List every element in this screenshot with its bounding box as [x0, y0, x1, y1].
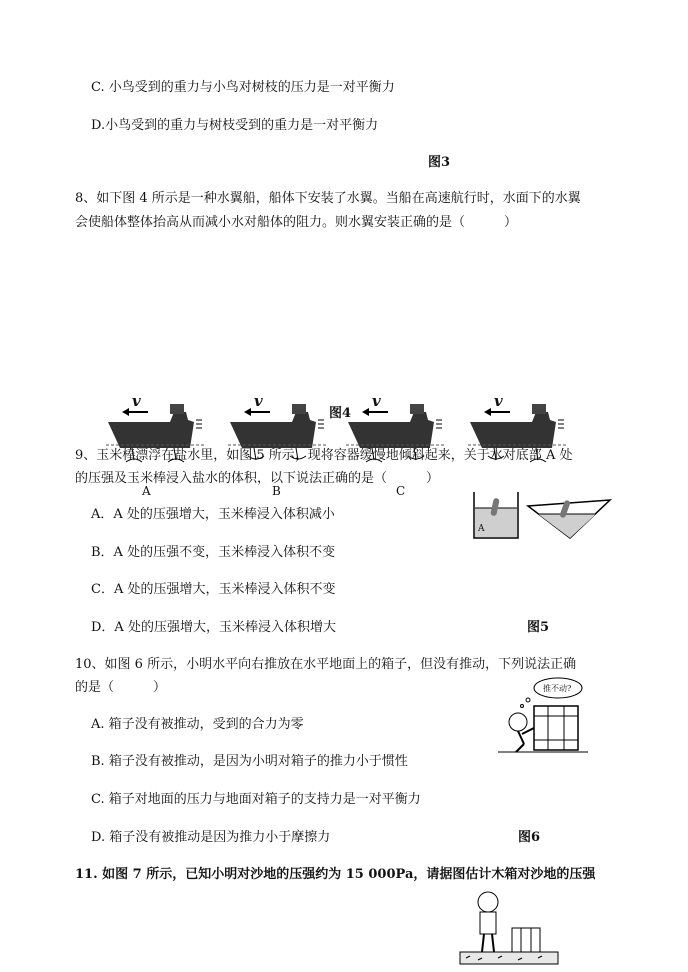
q10-option-a: A. 箱子没有被推动，受到的合力为零: [91, 717, 304, 732]
q7-option-d: D.小鸟受到的重力与树枝受到的重力是一对平衡力: [91, 118, 379, 133]
option-letter: B: [272, 484, 281, 498]
q10-option-d: D. 箱子没有被推动是因为推力小于摩擦力: [91, 830, 331, 845]
q10-option-b: B. 箱子没有被推动，是因为小明对箱子的推力小于惯性: [91, 754, 408, 769]
q9-stem-line1: 9、玉米棒漂浮在盐水里，如图 5 所示，现将容器缓慢地倾斜起来，关于水对底部 A 处: [75, 448, 573, 463]
q9-stem-line2: 的压强及玉米棒浸入盐水的体积，以下说法正确的是（ ）: [75, 471, 440, 486]
q9-figure-label: 图5: [527, 620, 550, 635]
q11-stem-line1: 11. 如图 7 所示，已知小明对沙地的压强约为 15 000Pa，请据图估计木箱对沙地的压强: [75, 867, 596, 882]
speech-bubble-text: 推不动?: [543, 684, 572, 693]
q10-option-c: C. 箱子对地面的压力与地面对箱子的支持力是一对平衡力: [91, 792, 421, 807]
option-letter: C: [396, 484, 406, 498]
figure-5-containers: [470, 488, 620, 552]
figure-7-sand: [458, 888, 568, 972]
containers-drawing: [470, 488, 620, 548]
velocity-label: v: [494, 392, 503, 410]
q10-stem-line2: 的是（ ）: [75, 680, 167, 695]
q7-option-c: C. 小鸟受到的重力与小鸟对树枝的压力是一对平衡力: [91, 80, 395, 95]
q9-option-a: A．A 处的压强增大，玉米棒浸入体积减小: [91, 507, 335, 522]
q10-figure-label: 图6: [518, 830, 541, 845]
velocity-label: v: [372, 392, 381, 410]
velocity-label: v: [254, 392, 263, 410]
q9-option-c: C．A 处的压强增大，玉米棒浸入体积不变: [91, 582, 336, 597]
figure-6-push-box: [498, 676, 598, 760]
q9-option-b: B．A 处的压强不变，玉米棒浸入体积不变: [91, 545, 336, 560]
q10-stem-line1: 10、如图 6 所示，小明水平向右推放在水平地面上的箱子，但没有推动，下列说法正确: [75, 657, 577, 672]
q8-figure-label: 图4: [329, 406, 352, 421]
q8-stem-line2: 会使船体整体抬高从而减小水对船体的阻力。则水翼安装正确的是（ ）: [75, 215, 518, 230]
q9-option-d: D．A 处的压强增大，玉米棒浸入体积增大: [91, 620, 336, 635]
sand-drawing: [458, 888, 568, 968]
q8-stem-line1: 8、如下图 4 所示是一种水翼船，船体下安装了水翼。当船在高速航行时，水面下的水翼: [75, 191, 581, 206]
container-point-label: A: [478, 524, 485, 534]
q7-figure-label: 图3: [428, 155, 451, 170]
velocity-label: v: [132, 392, 141, 410]
option-letter: A: [142, 484, 151, 498]
